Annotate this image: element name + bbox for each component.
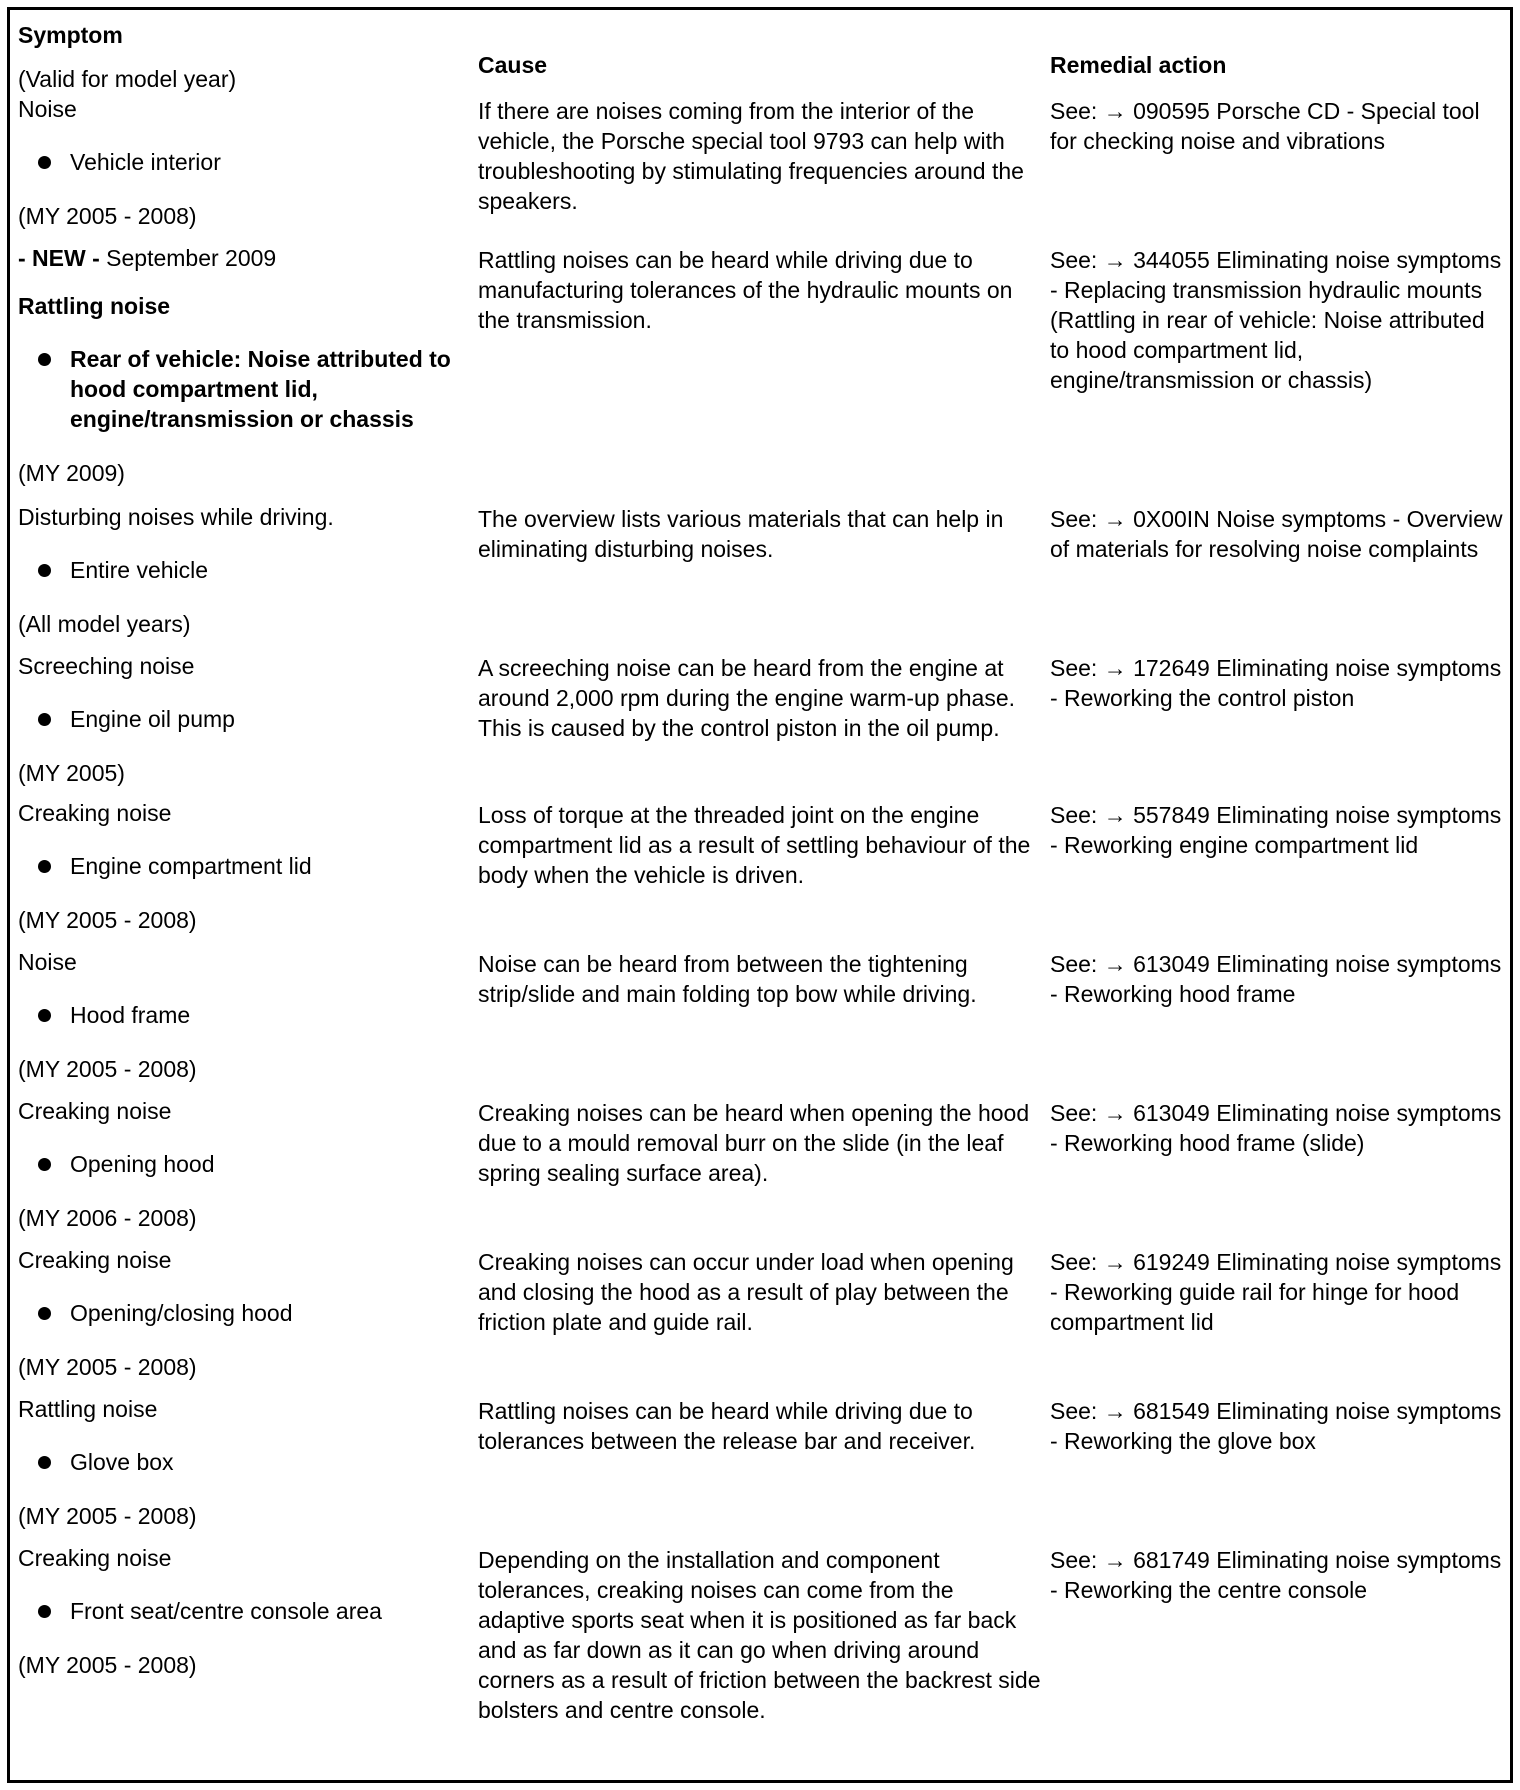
remedy-cell: See: → 557849 Eliminating noise symptoms - Reworking engine compartment lid bbox=[1050, 802, 1502, 858]
symptom-location bbox=[18, 147, 469, 177]
bullet-icon bbox=[38, 353, 51, 366]
symptom-name: Noise bbox=[18, 949, 77, 975]
symptom-location bbox=[18, 704, 469, 734]
model-years: (MY 2005 - 2008) bbox=[18, 907, 197, 933]
bullet-icon bbox=[38, 1009, 51, 1022]
symptom-name: Disturbing noises while driving. bbox=[18, 504, 334, 530]
cause-cell: A screeching noise can be heard from the engine at around 2,000 rpm during the engine warm-up phase. This is caused by the control piston in the oil pump. bbox=[478, 655, 1016, 741]
symptom-cell bbox=[13, 94, 473, 243]
symptom-cell bbox=[13, 1245, 473, 1394]
location-text: Vehicle interior bbox=[70, 149, 221, 175]
new-tag-line bbox=[18, 243, 469, 273]
cause-cell: If there are noises coming from the interior of the vehicle, the Porsche special tool 9793 can help with troubleshooting by stimulating frequencies around the speakers. bbox=[478, 98, 1024, 214]
symptom-location bbox=[18, 344, 469, 434]
new-tag: - NEW - bbox=[18, 245, 100, 271]
new-tag-date: September 2009 bbox=[99, 245, 277, 271]
model-years: (MY 2005) bbox=[18, 760, 125, 786]
cause-cell: Rattling noises can be heard while driving due to tolerances between the release bar and receiver. bbox=[478, 1398, 976, 1454]
remedy-cell: See: → 344055 Eliminating noise symptoms - Replacing transmission hydraulic mounts (Rattling in rear of vehicle: Noise attributed to hood compartment lid, engine/transmission or chassis) bbox=[1050, 247, 1502, 393]
location-text: Rear of vehicle: Noise attributed to hood compartment lid, engine/transmission or chassis bbox=[70, 346, 451, 432]
symptom-location bbox=[18, 1298, 469, 1328]
document-frame bbox=[7, 7, 1513, 1783]
cause-cell: The overview lists various materials that can help in eliminating disturbing noises. bbox=[478, 506, 1004, 562]
symptom-name: Rattling noise bbox=[18, 1396, 158, 1422]
remedy-cell: See: → 681549 Eliminating noise symptoms - Reworking the glove box bbox=[1050, 1398, 1502, 1454]
header-valid-for: (Valid for model year) bbox=[18, 66, 237, 92]
location-text: Hood frame bbox=[70, 1002, 191, 1028]
bullet-icon bbox=[38, 1605, 51, 1618]
remedy-cell: See: → 090595 Porsche CD - Special tool for checking noise and vibrations bbox=[1050, 98, 1480, 154]
table-row bbox=[13, 94, 1510, 243]
header-remedy: Remedial action bbox=[1050, 52, 1227, 78]
symptom-cell bbox=[13, 1394, 473, 1543]
symptom-name: Creaking noise bbox=[18, 800, 172, 826]
table-row bbox=[13, 1245, 1510, 1394]
model-years: (MY 2006 - 2008) bbox=[18, 1205, 197, 1231]
cause-cell: Creaking noises can be heard when opening the hood due to a mould removal burr on the slide (in the leaf spring sealing surface area). bbox=[478, 1100, 1030, 1186]
cause-cell: Rattling noises can be heard while driving due to manufacturing tolerances of the hydraulic mounts on the transmission. bbox=[478, 247, 1013, 333]
model-years: (MY 2005 - 2008) bbox=[18, 1503, 197, 1529]
cause-cell: Creaking noises can occur under load when opening and closing the hood as a result of play between the friction plate and guide rail. bbox=[478, 1249, 1014, 1335]
remedy-cell: See: → 619249 Eliminating noise symptoms - Reworking guide rail for hinge for hood compartment lid bbox=[1050, 1249, 1502, 1335]
header-symptom-cell bbox=[13, 14, 473, 94]
symptom-cell bbox=[13, 1543, 473, 1727]
bullet-icon bbox=[38, 564, 51, 577]
location-text: Engine oil pump bbox=[70, 706, 235, 732]
bullet-icon bbox=[38, 713, 51, 726]
symptom-name: Noise bbox=[18, 96, 77, 122]
table-row bbox=[13, 1096, 1510, 1245]
cause-cell: Loss of torque at the threaded joint on the engine compartment lid as a result of settling behaviour of the body when the vehicle is driven. bbox=[478, 802, 1031, 888]
symptom-name: Rattling noise bbox=[18, 293, 171, 319]
table-row bbox=[13, 798, 1510, 947]
cause-cell: Depending on the installation and component tolerances, creaking noises can come from the adaptive sports seat when it is positioned as far back and as far down as it can go when driving around corners as a result of friction between the backrest side bolsters and centre console. bbox=[478, 1547, 1041, 1723]
noise-symptoms-table bbox=[13, 14, 1510, 1727]
model-years: (MY 2005 - 2008) bbox=[18, 1652, 197, 1678]
symptom-name: Creaking noise bbox=[18, 1247, 172, 1273]
model-years: (All model years) bbox=[18, 611, 191, 637]
table-row bbox=[13, 243, 1510, 502]
table-row bbox=[13, 502, 1510, 651]
location-text: Entire vehicle bbox=[70, 557, 209, 583]
remedy-cell: See: → 613049 Eliminating noise symptoms - Reworking hood frame bbox=[1050, 951, 1502, 1007]
symptom-location bbox=[18, 1149, 469, 1179]
model-years: (MY 2005 - 2008) bbox=[18, 203, 197, 229]
location-text: Opening/closing hood bbox=[70, 1300, 293, 1326]
table-header-row bbox=[13, 14, 1510, 94]
symptom-cell bbox=[13, 651, 473, 798]
symptom-location bbox=[18, 1000, 469, 1030]
symptom-name: Creaking noise bbox=[18, 1098, 172, 1124]
symptom-name: Screeching noise bbox=[18, 653, 195, 679]
bullet-icon bbox=[38, 860, 51, 873]
table-row bbox=[13, 1543, 1510, 1727]
header-cause: Cause bbox=[478, 52, 548, 78]
table-row bbox=[13, 947, 1510, 1096]
symptom-location bbox=[18, 555, 469, 585]
model-years: (MY 2009) bbox=[18, 460, 125, 486]
symptom-cell bbox=[13, 502, 473, 651]
symptom-location bbox=[18, 851, 469, 881]
bullet-icon bbox=[38, 1307, 51, 1320]
model-years: (MY 2005 - 2008) bbox=[18, 1354, 197, 1380]
symptom-name: Creaking noise bbox=[18, 1545, 172, 1571]
remedy-cell: See: → 0X00IN Noise symptoms - Overview of materials for resolving noise complaints bbox=[1050, 506, 1503, 562]
cause-cell: Noise can be heard from between the tightening strip/slide and main folding top bow while driving. bbox=[478, 951, 977, 1007]
remedy-cell: See: → 172649 Eliminating noise symptoms - Reworking the control piston bbox=[1050, 655, 1502, 711]
model-years: (MY 2005 - 2008) bbox=[18, 1056, 197, 1082]
table-row bbox=[13, 651, 1510, 798]
symptom-cell bbox=[13, 798, 473, 947]
header-symptom: Symptom bbox=[18, 22, 123, 48]
table-row bbox=[13, 1394, 1510, 1543]
location-text: Front seat/centre console area bbox=[70, 1598, 382, 1624]
symptom-cell bbox=[13, 243, 473, 502]
remedy-cell: See: → 613049 Eliminating noise symptoms - Reworking hood frame (slide) bbox=[1050, 1100, 1502, 1156]
location-text: Engine compartment lid bbox=[70, 853, 312, 879]
location-text: Glove box bbox=[70, 1449, 174, 1475]
location-text: Opening hood bbox=[70, 1151, 215, 1177]
symptom-cell bbox=[13, 1096, 473, 1245]
bullet-icon bbox=[38, 156, 51, 169]
remedy-cell: See: → 681749 Eliminating noise symptoms - Reworking the centre console bbox=[1050, 1547, 1502, 1603]
bullet-icon bbox=[38, 1456, 51, 1469]
symptom-location bbox=[18, 1447, 469, 1477]
symptom-cell bbox=[13, 947, 473, 1096]
bullet-icon bbox=[38, 1158, 51, 1171]
symptom-location bbox=[18, 1596, 469, 1626]
